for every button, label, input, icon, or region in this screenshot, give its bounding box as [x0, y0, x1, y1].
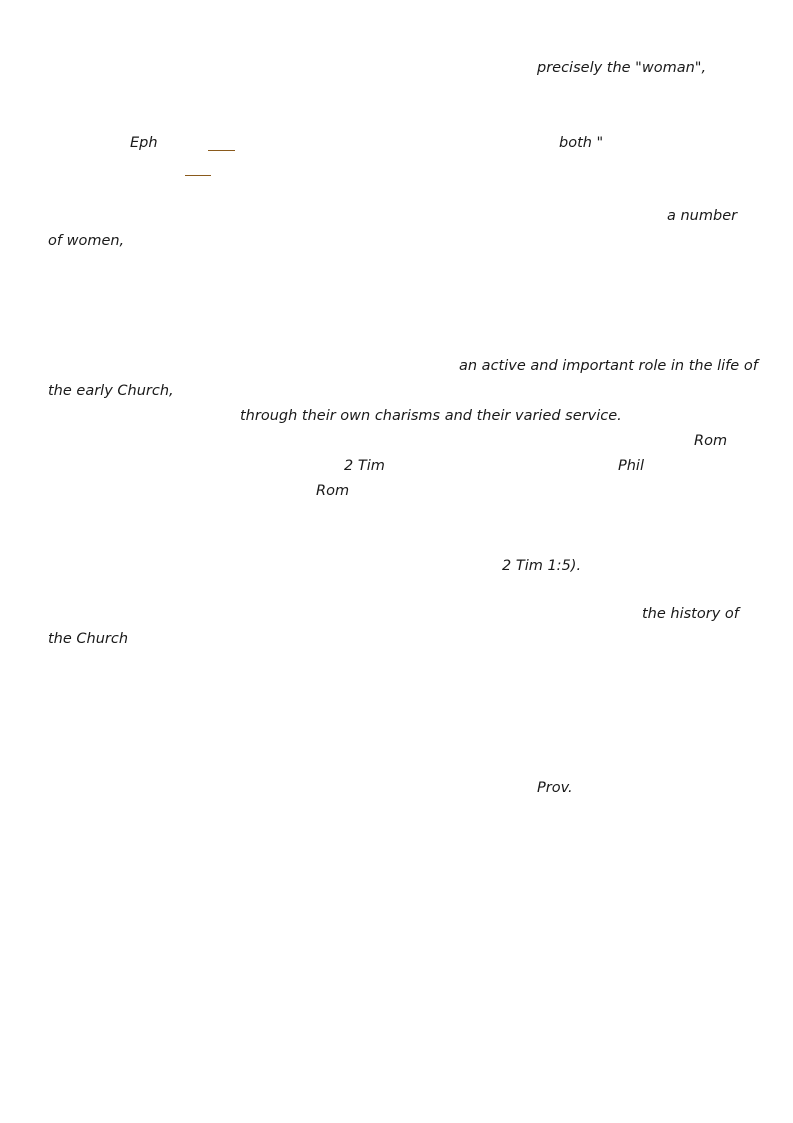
scripture-ref-eph: Eph — [130, 135, 158, 151]
text-fragment-woman: precisely the "woman", — [537, 60, 707, 76]
text-fragment-the-church: the Church — [48, 631, 129, 647]
text-fragment-of-women: of women, — [48, 233, 125, 249]
scripture-ref-phil: Phil — [618, 458, 644, 474]
scripture-ref-prov: Prov. — [537, 780, 573, 796]
text-fragment-charisms: through their own charisms and their varied service. — [240, 408, 622, 424]
text-fragment-both: both " — [559, 135, 604, 151]
text-fragment-a-number: a number — [667, 208, 738, 224]
text-fragment-active-role: an active and important role in the life of — [459, 358, 758, 374]
footnote-link-1[interactable] — [208, 150, 235, 151]
scripture-ref-rom-2: Rom — [316, 483, 350, 499]
footnote-link-2[interactable] — [185, 175, 211, 176]
text-fragment-history-of: the history of — [642, 606, 739, 622]
scripture-ref-rom-1: Rom — [694, 433, 728, 449]
scripture-ref-2-tim: 2 Tim — [344, 458, 385, 474]
scripture-ref-2-tim-1-5: 2 Tim 1:5). — [502, 558, 582, 574]
text-fragment-early-church: the early Church, — [48, 383, 174, 399]
